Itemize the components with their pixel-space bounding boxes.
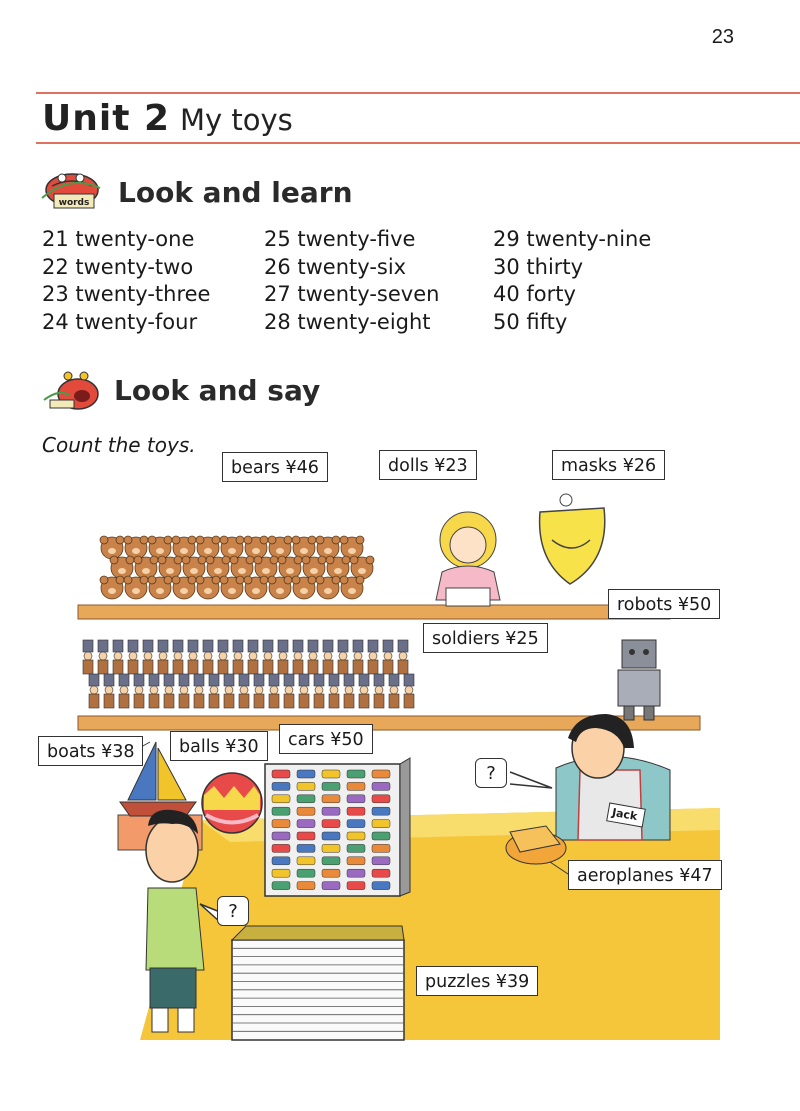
boy <box>146 810 204 1032</box>
mask <box>540 494 605 584</box>
bear <box>340 576 364 599</box>
soldier <box>344 674 354 708</box>
robot <box>618 640 660 720</box>
soldier <box>269 674 279 708</box>
toy-car <box>297 869 315 877</box>
bear <box>196 576 220 599</box>
soldier <box>374 674 384 708</box>
bear <box>100 576 124 599</box>
bear <box>158 556 182 579</box>
bear <box>124 576 148 599</box>
soldier <box>209 674 219 708</box>
bear <box>172 536 196 559</box>
toy-car <box>272 832 290 840</box>
soldier <box>149 674 159 708</box>
bear <box>244 536 268 559</box>
toy-car <box>322 807 340 815</box>
toy-car <box>347 869 365 877</box>
number-item: 26 twenty-six <box>264 254 407 279</box>
soldier <box>203 640 213 674</box>
label-masks: masks ¥26 <box>552 450 665 480</box>
toy-car <box>322 795 340 803</box>
toy-car <box>347 770 365 778</box>
instruction: Count the toys. <box>42 433 196 457</box>
toy-car <box>347 807 365 815</box>
toy-car <box>322 820 340 828</box>
toy-car <box>272 820 290 828</box>
bear <box>100 536 124 559</box>
soldier <box>329 674 339 708</box>
toy-car <box>297 770 315 778</box>
soldier <box>314 674 324 708</box>
shelf-top <box>78 605 670 619</box>
soldier <box>104 674 114 708</box>
section-say-title: Look and say <box>114 374 321 407</box>
toy-car <box>322 832 340 840</box>
soldier <box>164 674 174 708</box>
toy-car <box>322 882 340 890</box>
bear <box>292 576 316 599</box>
toy-car <box>272 844 290 852</box>
soldier <box>128 640 138 674</box>
bear <box>302 556 326 579</box>
number-item: 50 fifty <box>493 309 568 334</box>
soldier <box>368 640 378 674</box>
toy-car <box>372 795 390 803</box>
label-soldiers: soldiers ¥25 <box>423 623 548 653</box>
toy-car <box>297 882 315 890</box>
soldier <box>389 674 399 708</box>
soldier <box>293 640 303 674</box>
toy-car <box>297 844 315 852</box>
toy-car <box>272 882 290 890</box>
soldier <box>284 674 294 708</box>
soldier <box>98 640 108 674</box>
soldier <box>83 640 93 674</box>
toy-car <box>372 832 390 840</box>
toy-car <box>272 869 290 877</box>
soldier <box>308 640 318 674</box>
soldier <box>224 674 234 708</box>
label-puzzles: puzzles ¥39 <box>416 966 538 996</box>
bear <box>110 556 134 579</box>
doll <box>436 512 500 606</box>
toy-car <box>347 832 365 840</box>
label-robots: robots ¥50 <box>608 589 720 619</box>
toy-car <box>322 770 340 778</box>
number-item: 27 twenty-seven <box>264 282 440 306</box>
soldier <box>194 674 204 708</box>
toy-car <box>322 844 340 852</box>
toy-car <box>297 832 315 840</box>
bear <box>134 556 158 579</box>
name-tag: Jack <box>611 805 639 824</box>
bear <box>230 556 254 579</box>
toy-car <box>372 807 390 815</box>
soldier <box>263 640 273 674</box>
bear <box>148 536 172 559</box>
soldier <box>134 674 144 708</box>
soldier <box>383 640 393 674</box>
shopkeeper <box>556 714 670 840</box>
bear <box>316 576 340 599</box>
soldier <box>353 640 363 674</box>
toy-car <box>347 844 365 852</box>
cars-box <box>265 758 410 896</box>
soldier <box>398 640 408 674</box>
soldiers-group <box>83 640 414 708</box>
number-item: 24 twenty-four <box>42 309 198 334</box>
soldier <box>158 640 168 674</box>
soldier <box>143 640 153 674</box>
number-item: 25 twenty-five <box>264 227 416 251</box>
number-item: 22 twenty-two <box>42 254 194 279</box>
bear <box>206 556 230 579</box>
toy-car <box>297 807 315 815</box>
puzzles-stack <box>232 926 404 1040</box>
bears-group <box>100 536 374 599</box>
number-item: 40 forty <box>493 282 576 306</box>
bear <box>350 556 374 579</box>
toy-car <box>272 795 290 803</box>
unit-number: Unit 2 <box>42 98 170 139</box>
number-item: 23 twenty-three <box>42 282 211 306</box>
toy-car <box>297 795 315 803</box>
toy-car <box>272 807 290 815</box>
soldier <box>89 674 99 708</box>
soldier <box>323 640 333 674</box>
number-item: 28 twenty-eight <box>264 309 431 334</box>
toy-car <box>372 869 390 877</box>
bear <box>292 536 316 559</box>
toy-car <box>322 782 340 790</box>
bear <box>340 536 364 559</box>
toy-car <box>322 869 340 877</box>
soldier <box>113 640 123 674</box>
section-learn-title: Look and learn <box>118 176 353 209</box>
toy-car <box>347 882 365 890</box>
bear <box>326 556 350 579</box>
toy-car <box>297 857 315 865</box>
soldier <box>299 674 309 708</box>
toy-car <box>322 857 340 865</box>
bear <box>182 556 206 579</box>
bear <box>316 536 340 559</box>
soldier <box>239 674 249 708</box>
bear <box>268 576 292 599</box>
boy-speech-bubble: ? <box>217 896 249 926</box>
toy-car <box>347 820 365 828</box>
label-boats: boats ¥38 <box>38 736 143 766</box>
soldier <box>359 674 369 708</box>
page-number: 23 <box>711 26 734 48</box>
toy-car <box>297 820 315 828</box>
bear <box>172 576 196 599</box>
soldier <box>233 640 243 674</box>
bear <box>268 536 292 559</box>
toy-car <box>272 782 290 790</box>
soldier <box>173 640 183 674</box>
shopkeeper-speech-bubble: ? <box>475 758 507 788</box>
label-balls: balls ¥30 <box>170 731 268 761</box>
toy-car <box>372 844 390 852</box>
bear <box>124 536 148 559</box>
soldier <box>254 674 264 708</box>
label-cars: cars ¥50 <box>279 724 373 754</box>
toy-car <box>372 782 390 790</box>
toy-car <box>347 795 365 803</box>
number-item: 30 thirty <box>493 254 584 279</box>
soldier <box>278 640 288 674</box>
toy-car <box>272 770 290 778</box>
unit-name: My toys <box>180 103 293 137</box>
label-dolls: dolls ¥23 <box>379 450 477 480</box>
toy-car <box>372 882 390 890</box>
bear <box>148 576 172 599</box>
bear <box>196 536 220 559</box>
toy-car <box>372 820 390 828</box>
bear <box>254 556 278 579</box>
words-icon-label: words <box>58 198 90 208</box>
soldier <box>119 674 129 708</box>
label-aeroplanes: aeroplanes ¥47 <box>568 860 722 890</box>
bear <box>220 536 244 559</box>
toy-car <box>372 857 390 865</box>
toy-car <box>297 782 315 790</box>
toy-car <box>272 857 290 865</box>
soldier <box>338 640 348 674</box>
soldier <box>188 640 198 674</box>
toy-car <box>347 857 365 865</box>
toy-car <box>372 770 390 778</box>
toy-car <box>347 782 365 790</box>
soldier <box>248 640 258 674</box>
ball <box>202 773 262 833</box>
number-item: 21 twenty-one <box>42 227 195 251</box>
bear <box>244 576 268 599</box>
soldier <box>218 640 228 674</box>
soldier <box>404 674 414 708</box>
bear <box>220 576 244 599</box>
bear <box>278 556 302 579</box>
number-item: 29 twenty-nine <box>493 227 652 251</box>
label-bears: bears ¥46 <box>222 452 328 482</box>
soldier <box>179 674 189 708</box>
